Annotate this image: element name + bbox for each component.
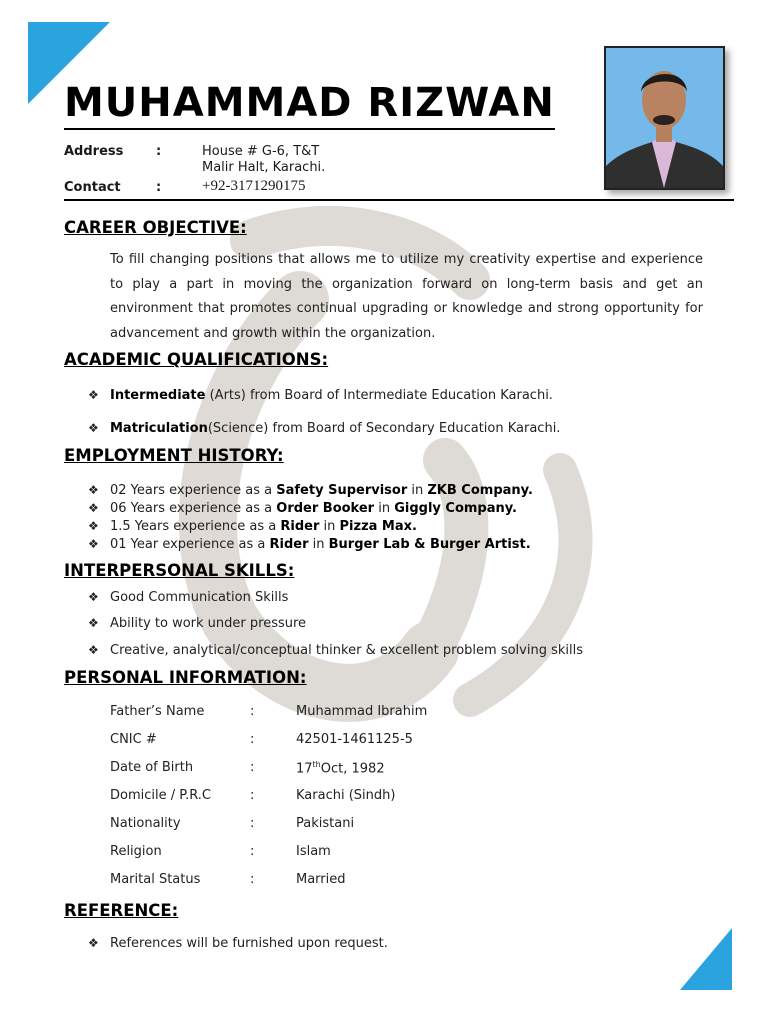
academic-heading: ACADEMIC QUALIFICATIONS: [64, 350, 329, 369]
header-divider [64, 199, 734, 201]
diamond-bullet-icon: ❖ [88, 483, 99, 497]
list-item: ❖ Creative, analytical/conceptual thinker & excellent problem solving skills [88, 643, 584, 658]
diamond-bullet-icon: ❖ [88, 388, 99, 402]
diamond-bullet-icon: ❖ [88, 936, 99, 950]
skills-heading: INTERPERSONAL SKILLS: [64, 561, 295, 580]
list-item: ❖ 1.5 Years experience as a Rider in Pizza Max. [88, 519, 417, 534]
reference-heading: REFERENCE: [64, 901, 179, 920]
list-item: ❖ References will be furnished upon request. [88, 936, 388, 951]
list-item: ❖ Intermediate (Arts) from Board of Intermediate Education Karachi. [88, 388, 553, 403]
list-item: ❖ Ability to work under pressure [88, 616, 307, 631]
career-objective-heading: CAREER OBJECTIVE: [64, 218, 247, 237]
address-colon: : [156, 144, 162, 159]
list-item: ❖ 01 Year experience as a Rider in Burger Lab & Burger Artist. [88, 537, 531, 552]
list-item: ❖ 06 Years experience as a Order Booker in Giggly Company. [88, 501, 517, 516]
employment-heading: EMPLOYMENT HISTORY: [64, 446, 284, 465]
contact-value: +92-3171290175 [202, 178, 306, 194]
diamond-bullet-icon: ❖ [88, 501, 99, 515]
list-item: ❖ Matriculation(Science) from Board of Secondary Education Karachi. [88, 421, 561, 436]
contact-colon: : [156, 180, 162, 195]
contact-label: Contact [64, 180, 121, 195]
diamond-bullet-icon: ❖ [88, 519, 99, 533]
personal-info-heading: PERSONAL INFORMATION: [64, 668, 307, 687]
diamond-bullet-icon: ❖ [88, 643, 99, 657]
list-item: ❖ Good Communication Skills [88, 590, 289, 605]
diamond-bullet-icon: ❖ [88, 590, 99, 604]
diamond-bullet-icon: ❖ [88, 616, 99, 630]
diamond-bullet-icon: ❖ [88, 421, 99, 435]
address-line-2: Malir Halt, Karachi. [202, 160, 326, 175]
address-value [202, 144, 325, 176]
diamond-bullet-icon: ❖ [88, 537, 99, 551]
profile-photo [604, 46, 725, 190]
career-objective-text: To fill changing positions that allows me to utilize my creativity expertise and experience to play a part in moving the organization forward on long-term basis and get an environment that promotes continual upgrading or knowledge and strong opportunity for advancement and growth within the organization. [110, 252, 703, 341]
list-item: ❖ 02 Years experience as a Safety Supervisor in ZKB Company. [88, 483, 533, 498]
candidate-name: MUHAMMAD RIZWAN [64, 80, 555, 130]
person-photo-icon [606, 48, 723, 188]
address-line-1: House # G-6, T&T [202, 144, 320, 159]
address-label: Address [64, 144, 124, 159]
